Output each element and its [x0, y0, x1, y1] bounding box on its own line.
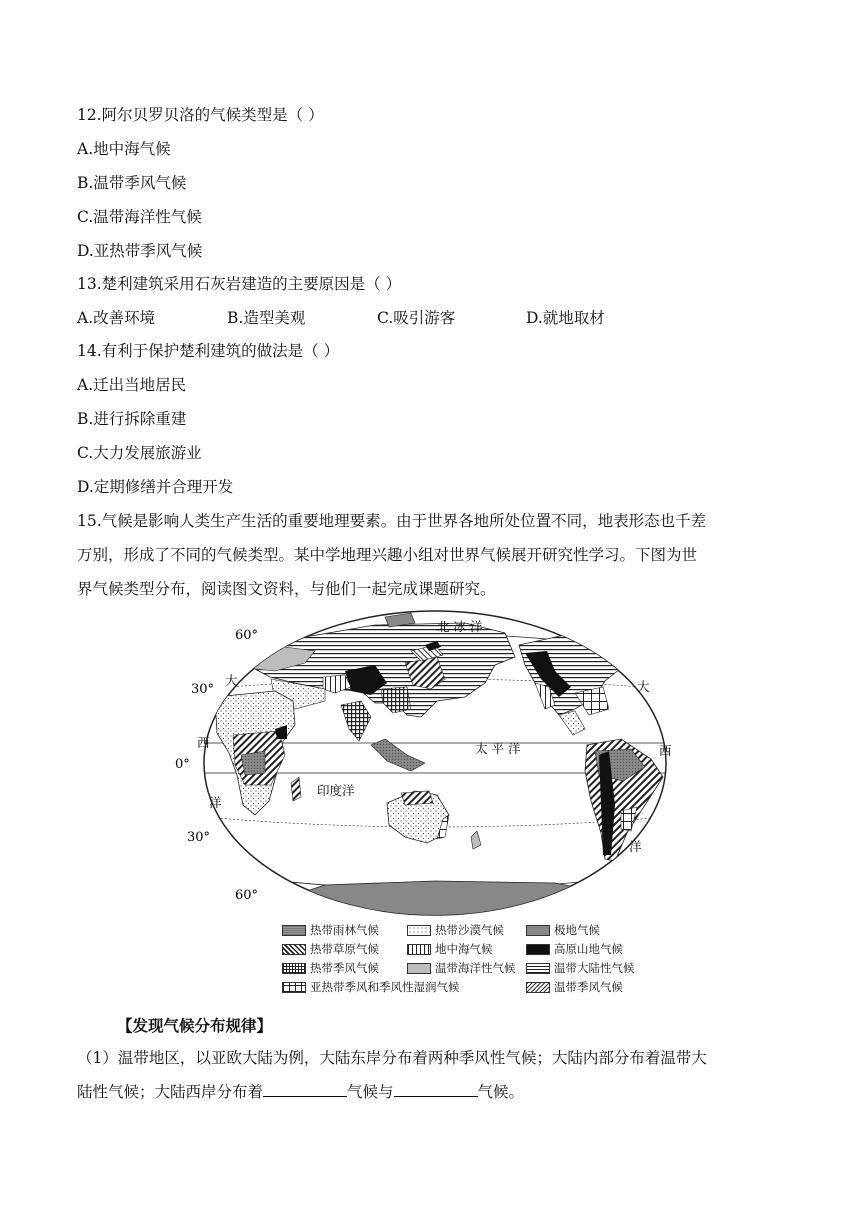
legend-item-highland — [526, 941, 623, 957]
ocean-label-atlantic-w-1: 大 — [225, 673, 238, 688]
lat-label-0: 0° — [175, 757, 190, 772]
q12-option-a: A.地中海气候 — [77, 140, 171, 158]
ocean-label-pacific: 太 平 洋 — [475, 741, 521, 756]
ocean-label-atlantic-w-3: 洋 — [209, 795, 222, 810]
legend-item-savanna — [282, 941, 379, 957]
ocean-label-atlantic-e-1: 大 — [637, 679, 650, 694]
q12-option-c: C.温带海洋性气候 — [77, 208, 202, 226]
q13-option-b: B.造型美观 — [227, 309, 306, 327]
legend-item-tempmonsoon — [526, 979, 623, 995]
legend-label: 热带季风气候 — [310, 961, 379, 975]
legend-item-maritime — [407, 960, 516, 976]
legend-label: 亚热带季风和季风性湿润气候 — [310, 980, 460, 994]
legend-item-rainforest — [282, 922, 379, 938]
legend-label: 温带大陆性气候 — [554, 961, 635, 975]
sub1-line2 — [77, 1081, 524, 1103]
legend-swatch-tropmonsoon — [282, 963, 306, 974]
q13-options — [77, 307, 777, 329]
q15-intro-line3: 界气候类型分布，阅读图文资料，与他们一起完成课题研究。 — [77, 580, 496, 598]
q13-option-d: D.就地取材 — [526, 309, 605, 327]
answer-blank-2[interactable] — [394, 1082, 478, 1097]
legend-label: 热带雨林气候 — [310, 923, 379, 937]
sub1-line2-post: 气候。 — [477, 1083, 525, 1101]
legend-swatch-rainforest — [282, 925, 306, 936]
legend-swatch-maritime — [407, 963, 431, 974]
q13-option-c: C.吸引游客 — [377, 309, 456, 327]
ocean-label-atlantic-w-2: 西 — [197, 735, 210, 750]
section-title: 【发现气候分布规律】 — [117, 1017, 273, 1035]
q15-intro-line1: 15.气候是影响人类生产生活的重要地理要素。由于世界各地所处位置不同，地表形态也千差 — [77, 512, 707, 530]
legend-item-subtropical — [282, 979, 460, 995]
legend-item-polar — [526, 922, 600, 938]
legend-swatch-highland — [526, 944, 550, 955]
legend-swatch-savanna — [282, 944, 306, 955]
lat-label-60s: 60° — [235, 888, 259, 903]
ocean-label-indian: 印度洋 — [317, 783, 355, 798]
legend-swatch-mediterranean — [407, 944, 431, 955]
q14-option-c: C.大力发展旅游业 — [77, 444, 202, 462]
legend-item-mediterranean — [407, 941, 493, 957]
lat-label-60n: 60° — [235, 628, 259, 643]
legend-label: 温带海洋性气候 — [435, 961, 516, 975]
ocean-label-arctic: 北 冰 洋 — [437, 619, 483, 634]
lat-label-30n: 30° — [191, 682, 215, 697]
q12-option-b: B.温带季风气候 — [77, 174, 187, 192]
q13-option-a: A.改善环境 — [77, 309, 156, 327]
sub1-line2-mid: 气候与 — [347, 1083, 394, 1101]
legend-label: 极地气候 — [554, 923, 600, 937]
legend-item-desert — [407, 922, 504, 938]
q13-stem: 13.楚利建筑采用石灰岩建造的主要原因是（ ） — [77, 275, 402, 293]
legend-swatch-continental — [526, 963, 550, 974]
legend-swatch-subtropical — [282, 982, 306, 993]
answer-blank-1[interactable] — [263, 1082, 347, 1097]
legend-label: 热带草原气候 — [310, 942, 379, 956]
q14-stem: 14.有利于保护楚利建筑的做法是（ ） — [77, 342, 340, 360]
legend-label: 热带沙漠气候 — [435, 923, 504, 937]
ocean-label-atlantic-e-3: 洋 — [629, 839, 642, 854]
sub1-line2-pre: 陆性气候；大陆西岸分布着 — [77, 1083, 264, 1101]
q12-option-d: D.亚热带季风气候 — [77, 242, 203, 260]
q14-option-a: A.迁出当地居民 — [77, 376, 187, 394]
lat-label-30s: 30° — [187, 830, 211, 845]
map-legend — [282, 922, 662, 1002]
q12-stem: 12.阿尔贝罗贝洛的气候类型是（ ） — [77, 106, 324, 124]
legend-swatch-desert — [407, 925, 431, 936]
legend-label: 温带季风气候 — [554, 980, 623, 994]
legend-swatch-polar — [526, 925, 550, 936]
legend-label: 地中海气候 — [435, 942, 493, 956]
legend-swatch-tempmonsoon — [526, 982, 550, 993]
q14-option-b: B.进行拆除重建 — [77, 410, 187, 428]
legend-item-continental — [526, 960, 635, 976]
sub1-line1: （1）温带地区，以亚欧大陆为例，大陆东岸分布着两种季风性气候；大陆内部分布着温带大 — [77, 1049, 707, 1067]
legend-label: 高原山地气候 — [554, 942, 623, 956]
legend-item-tropmonsoon — [282, 960, 379, 976]
ocean-label-atlantic-e-2: 西 — [659, 743, 672, 758]
q15-intro-line2: 万别，形成了不同的气候类型。某中学地理兴趣小组对世界气候展开研究性学习。下图为世 — [77, 546, 698, 564]
q14-option-d: D.定期修缮并合理开发 — [77, 478, 234, 496]
world-climate-map — [175, 605, 695, 917]
